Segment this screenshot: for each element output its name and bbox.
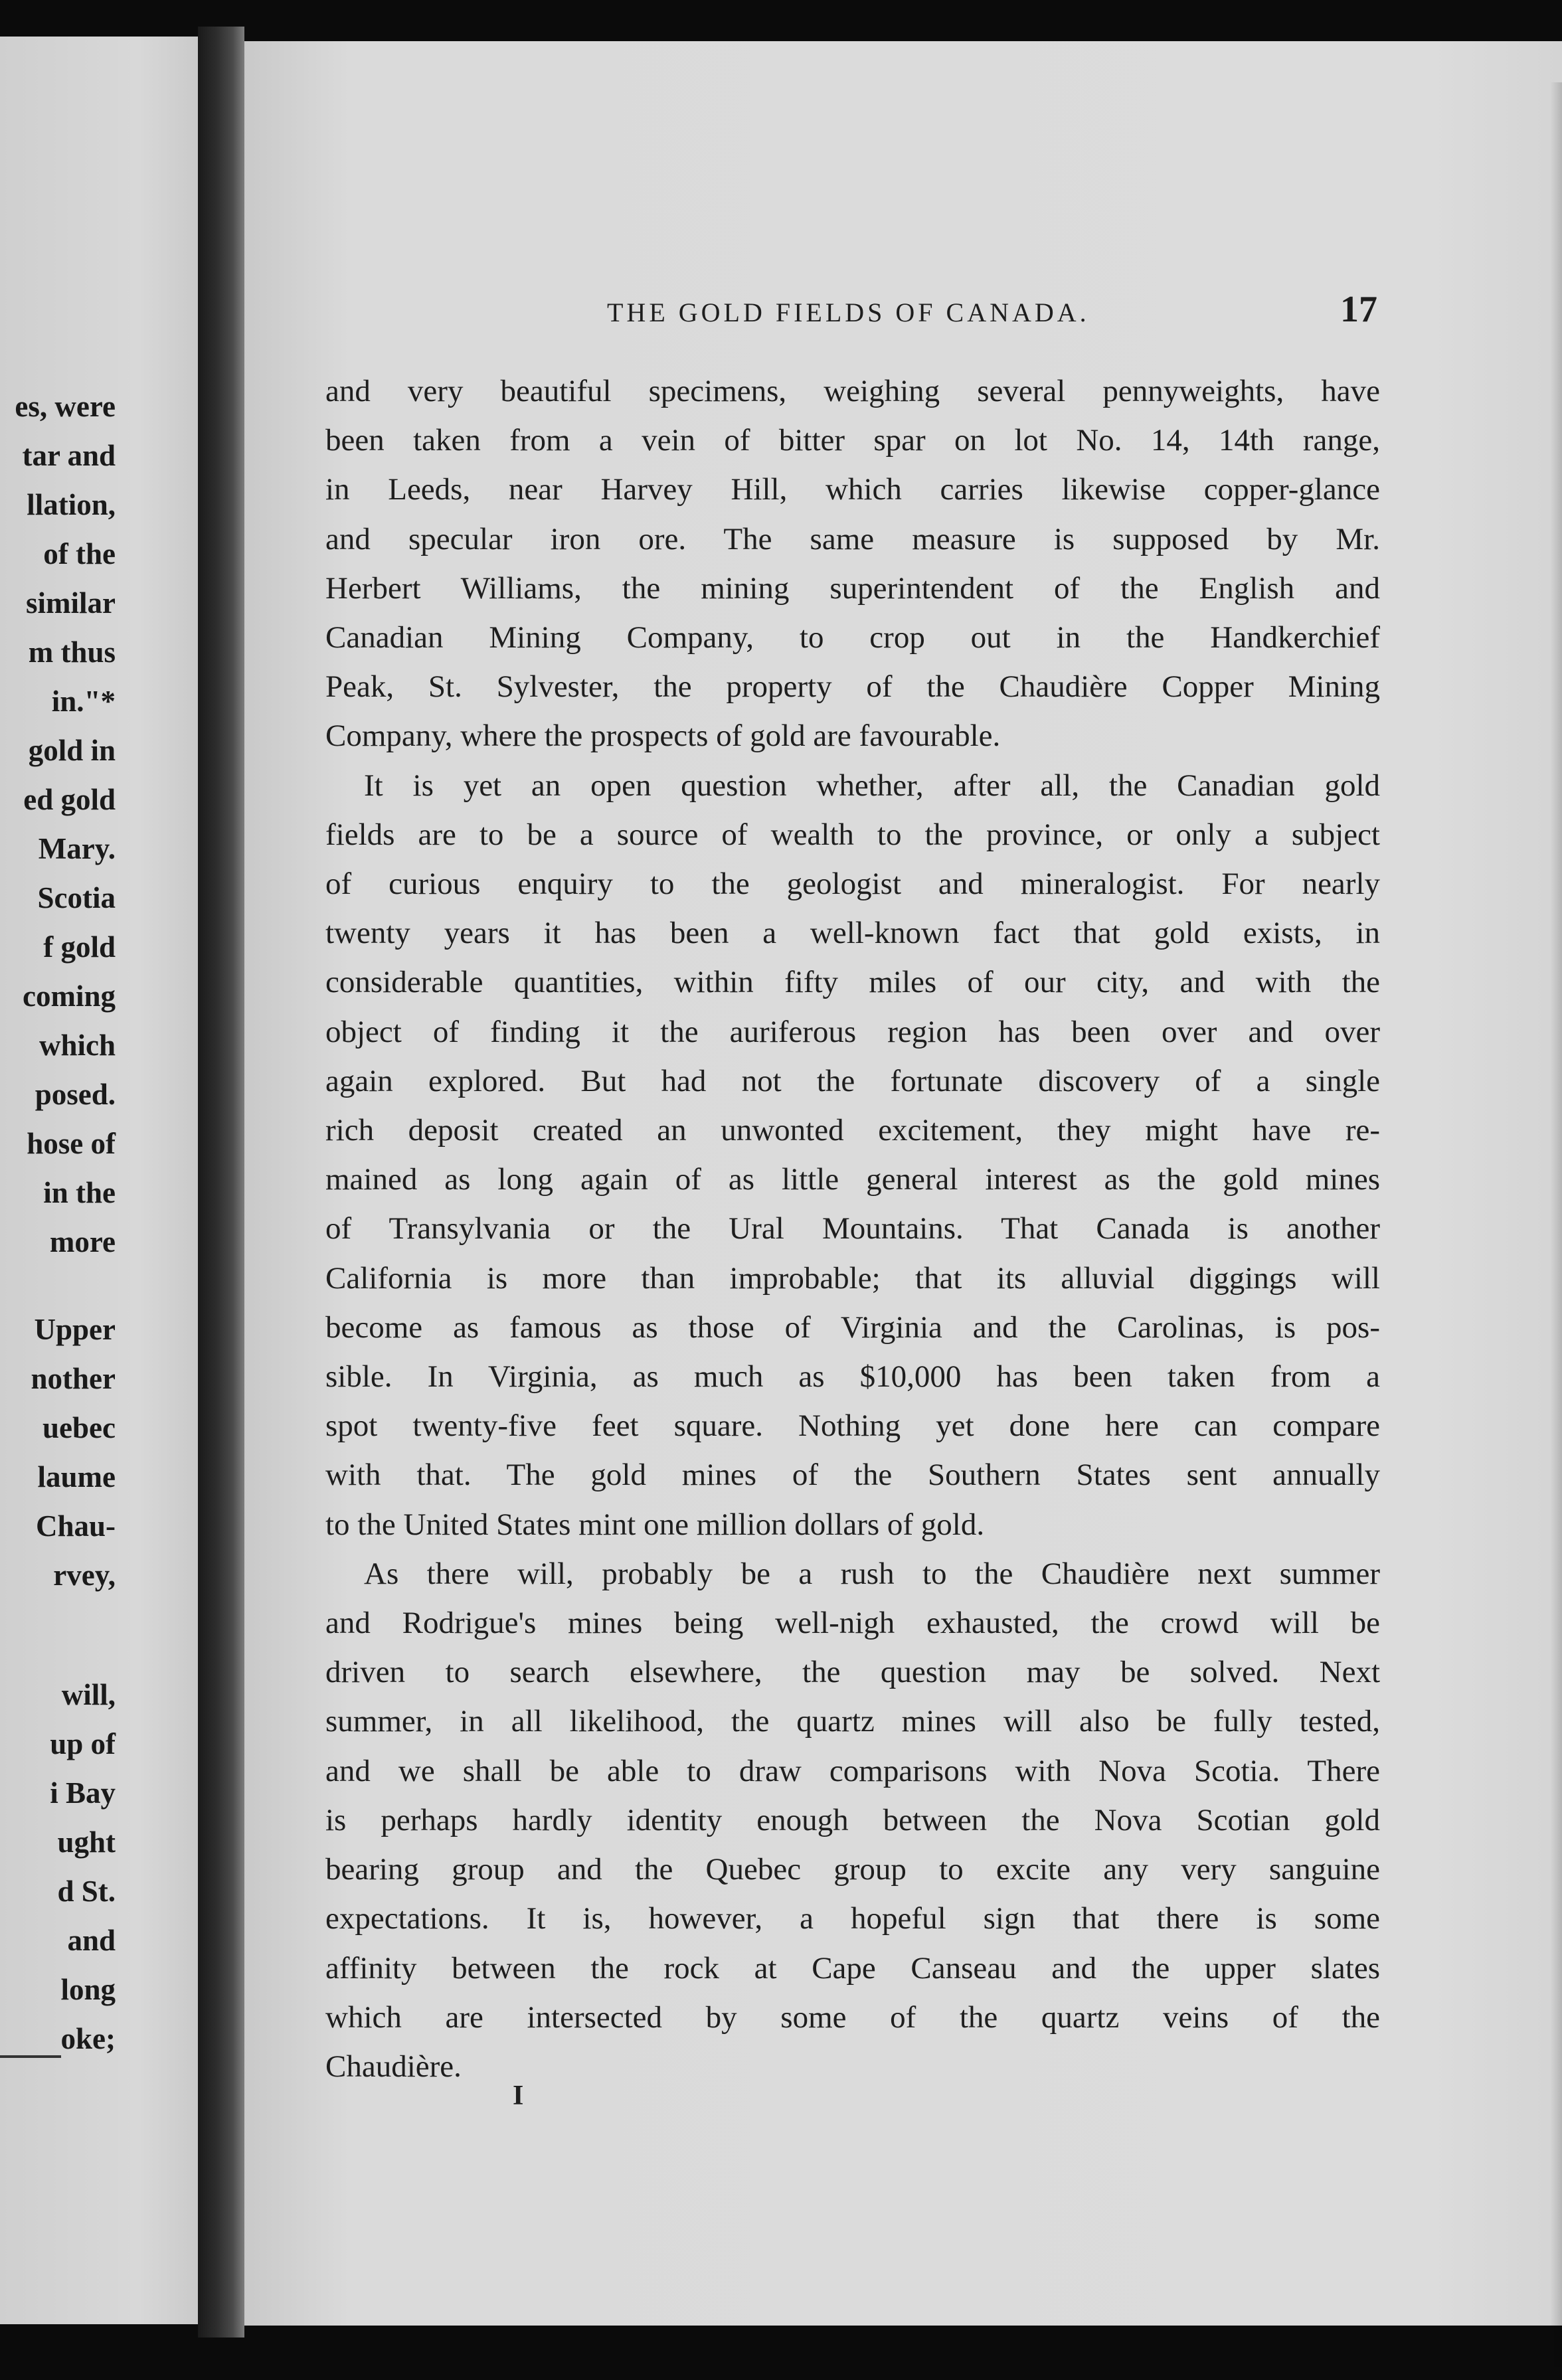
left-page-line: llation, (27, 488, 116, 521)
book-gutter (198, 27, 244, 2338)
left-page-line: and (67, 1924, 116, 1957)
text-line: expectations. It is, however, a hopeful sign that there is some (325, 1901, 1380, 1936)
left-page-line: of the (43, 537, 116, 570)
left-page-line: Scotia (37, 881, 116, 914)
text-line: and specular iron ore. The same measure is supposed by Mr. (325, 521, 1380, 556)
text-line: become as famous as those of Virginia and the Carolinas, is pos- (325, 1310, 1380, 1345)
text-line: driven to search elsewhere, the question may be solved. Next (325, 1655, 1380, 1690)
text-line: again explored. But had not the fortunate discovery of a single (325, 1063, 1380, 1098)
text-line: sible. In Virginia, as much as $10,000 has been taken from a (325, 1359, 1380, 1395)
paragraph-1 (325, 367, 1380, 761)
left-page-line: ught (57, 1826, 116, 1859)
text-line: is perhaps hardly identity enough between the Nova Scotian gold (325, 1802, 1380, 1837)
left-page-line: nother (31, 1362, 116, 1395)
text-line: and we shall be able to draw comparisons with Nova Scotia. There (325, 1753, 1380, 1788)
text-line: with that. The gold mines of the Southern States sent annually (325, 1458, 1380, 1493)
text-line: in Leeds, near Harvey Hill, which carries likewise copper-glance (325, 472, 1380, 507)
signature-mark: I (513, 2081, 524, 2111)
left-page-line: hose of (27, 1127, 116, 1160)
paragraph-2 (325, 761, 1380, 1549)
left-page-line: will, (61, 1678, 116, 1711)
left-page-line: es, were (15, 390, 116, 423)
text-line: considerable quantities, within fifty miles of our city, and with the (325, 965, 1380, 1000)
page-number: 17 (1340, 289, 1377, 330)
text-line: rich deposit created an unwonted excitement, they might have re- (325, 1113, 1380, 1148)
left-page-text (15, 382, 116, 2063)
left-page-line: tar and (22, 439, 116, 472)
text-line: Company, where the prospects of gold are favourable. (325, 719, 1001, 754)
paragraph-3 (325, 1549, 1380, 2091)
text-line: Canadian Mining Company, to crop out in the Handkerchief (325, 620, 1380, 655)
left-page-footnote-rule (0, 2055, 61, 2058)
left-page-line: rvey, (53, 1559, 116, 1592)
text-line: Chaudière. (325, 2049, 462, 2084)
left-page-line: d St. (57, 1875, 116, 1908)
text-line: summer, in all likelihood, the quartz mines will also be fully tested, (325, 1704, 1380, 1739)
text-line: twenty years it has been a well-known fact that gold exists, in (325, 916, 1380, 951)
text-line: As there will, probably be a rush to the Chaudière next summer (364, 1556, 1380, 1591)
left-page-line: Mary. (38, 832, 116, 865)
left-page-line: in the (43, 1176, 116, 1209)
book-page (244, 41, 1562, 2326)
page-edge-shadow (1550, 82, 1562, 2367)
text-line: been taken from a vein of bitter spar on lot No. 14, 14th range, (325, 423, 1380, 458)
body-text (325, 367, 1380, 2091)
text-line: California is more than improbable; that its alluvial diggings will (325, 1260, 1380, 1296)
text-line: to the United States mint one million dollars of gold. (325, 1507, 985, 1542)
left-page-line: i Bay (50, 1776, 116, 1810)
text-line: affinity between the rock at Cape Canseau and the upper slates (325, 1950, 1380, 1986)
left-page-line: long (60, 1973, 116, 2006)
left-page-line: m thus (28, 636, 116, 669)
text-line: mained as long again of as little general interest as the gold mines (325, 1162, 1380, 1197)
text-line: Peak, St. Sylvester, the property of the Chaudière Copper Mining (325, 669, 1380, 705)
left-page-line: Chau- (35, 1509, 116, 1543)
running-title: THE GOLD FIELDS OF CANADA. (607, 298, 1090, 327)
text-line: which are intersected by some of the quartz veins of the (325, 1999, 1380, 2035)
left-page-line: more (49, 1225, 116, 1258)
left-page-line: laume (37, 1460, 116, 1493)
text-line: of curious enquiry to the geologist and mineralogist. For nearly (325, 867, 1380, 902)
text-line: object of finding it the auriferous region has been over and over (325, 1014, 1380, 1049)
left-page-line: Upper (34, 1313, 116, 1346)
left-page-line: ed gold (23, 783, 116, 816)
left-page-line: which (39, 1029, 116, 1062)
left-page-line: similar (26, 586, 116, 620)
left-page-line: gold in (28, 734, 116, 767)
left-page-line: up of (50, 1727, 116, 1760)
text-line: and Rodrigue's mines being well-nigh exhausted, the crowd will be (325, 1606, 1380, 1641)
left-page-line: f gold (43, 930, 116, 964)
left-page-line: uebec (43, 1411, 116, 1444)
left-facing-page (0, 37, 198, 2324)
text-line: Herbert Williams, the mining superintendent of the English and (325, 570, 1380, 606)
text-line: of Transylvania or the Ural Mountains. That Canada is another (325, 1211, 1380, 1246)
text-line: bearing group and the Quebec group to excite any very sanguine (325, 1852, 1380, 1887)
text-line: It is yet an open question whether, after all, the Canadian gold (364, 768, 1380, 803)
running-head (607, 288, 1377, 331)
text-line: spot twenty-five feet square. Nothing yet done here can compare (325, 1408, 1380, 1444)
left-page-line: posed. (35, 1078, 116, 1111)
text-line: and very beautiful specimens, weighing several pennyweights, have (325, 374, 1380, 408)
left-page-line: in."* (51, 685, 116, 718)
text-line: fields are to be a source of wealth to the province, or only a subject (325, 817, 1380, 852)
left-page-line: oke; (60, 2022, 116, 2055)
left-page-line: coming (23, 979, 116, 1013)
